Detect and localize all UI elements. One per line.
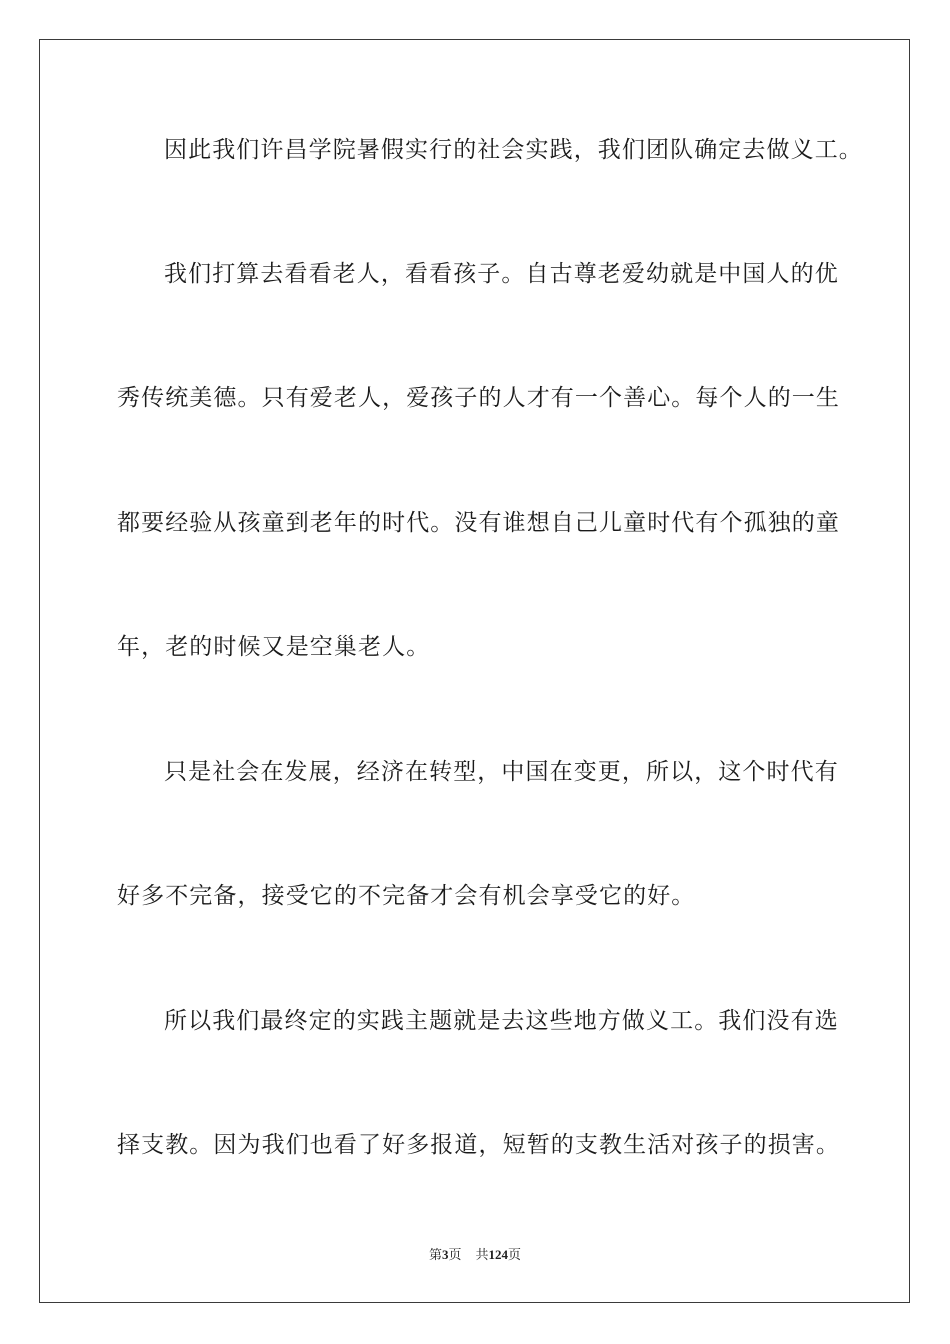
page-prefix: 第 — [428, 1247, 442, 1262]
page-footer — [0, 1246, 950, 1264]
text-line-3: 秀传统美德。只有爱老人，爱孩子的人才有一个善心。每个人的一生 — [117, 385, 840, 411]
text-line-7: 好多不完备，接受它的不完备才会有机会享受它的好。 — [117, 883, 696, 909]
text-line-9: 择支教。因为我们也看了好多报道，短暂的支教生活对孩子的损害。 — [117, 1132, 840, 1158]
total-prefix: 共 — [475, 1247, 489, 1262]
text-line-6: 只是社会在发展，经济在转型，中国在变更，所以，这个时代有 — [164, 759, 839, 785]
text-line-4: 都要经验从孩童到老年的时代。没有谁想自己儿童时代有个孤独的童 — [117, 510, 840, 536]
text-line-2: 我们打算去看看老人，看看孩子。自古尊老爱幼就是中国人的优 — [164, 261, 839, 287]
total-pages: 124 — [488, 1247, 509, 1262]
document-body — [117, 0, 863, 1344]
page-suffix: 页 — [448, 1247, 462, 1262]
text-line-8: 所以我们最终定的实践主题就是去这些地方做义工。我们没有选 — [164, 1008, 839, 1034]
page-number: 3 — [441, 1247, 449, 1262]
text-line-5: 年，老的时候又是空巢老人。 — [117, 634, 431, 660]
total-suffix: 页 — [508, 1247, 522, 1262]
text-line-1: 因此我们许昌学院暑假实行的社会实践，我们团队确定去做义工。 — [164, 137, 863, 163]
